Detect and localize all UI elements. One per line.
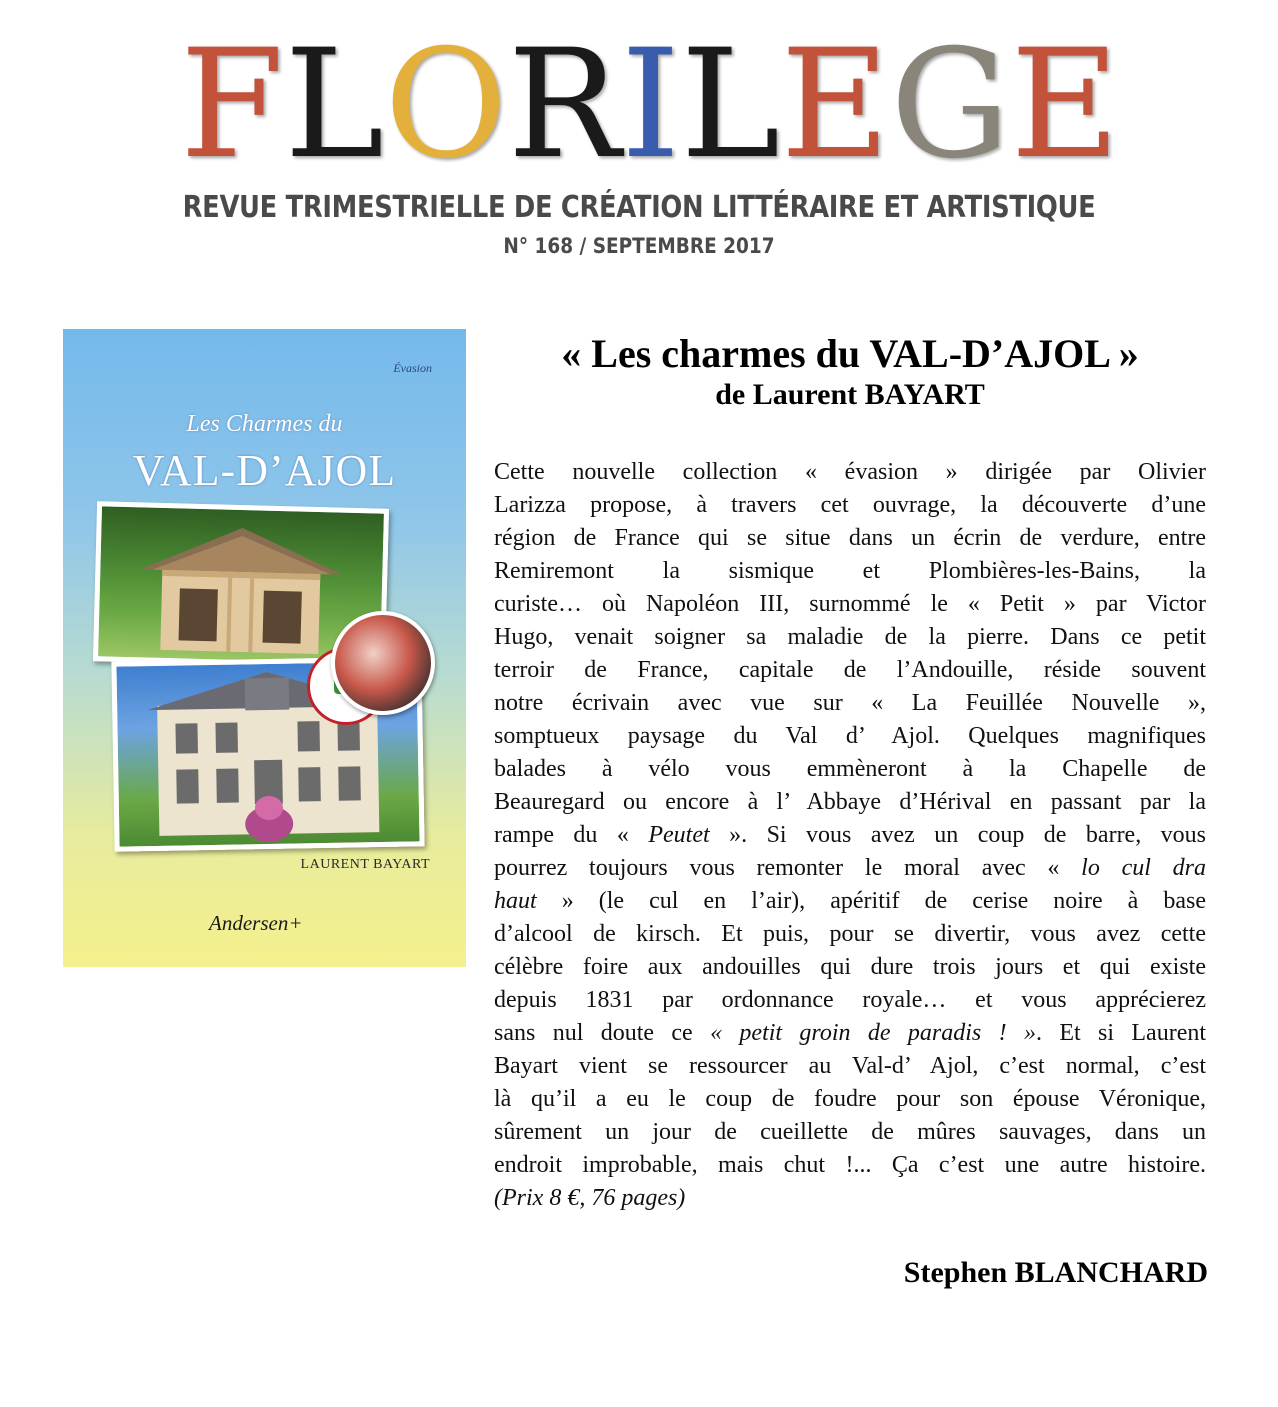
masthead [0,0,1278,290]
article-line: Bayart vient se ressourcer au Val-d’ Ajol, c’est normal, c’est [494,1053,1206,1079]
logo-letter: R [507,18,621,192]
article-line: Remiremont la sismique et Plombières-les-Bains, la [494,558,1206,584]
article-line: endroit improbable, mais chut !... Ça c’est une autre histoire. [494,1152,1206,1178]
florilege-logo [180,18,1120,192]
article-line: là qu’il a eu le coup de foudre pour son épouse Véronique, [494,1086,1206,1112]
article-line: sans nul doute ce « petit groin de paradis ! ». Et si Laurent [494,1020,1207,1046]
article-line: rampe du « Peutet ». Si vous avez un coup de barre, vous [494,822,1207,848]
article-line: Hugo, venait soigner sa maladie de la pierre. Dans ce petit [494,624,1206,650]
masthead-tagline: REVUE TRIMESTRIELLE DE CRÉATION LITTÉRAIRE ET ARTISTIQUE [182,190,1096,225]
article-line: région de France qui se situe dans un écrin de verdure, entre [494,525,1206,551]
cover-title: VAL-D’AJOL [132,446,397,495]
logo-letter: I [620,18,681,192]
article-signature: Stephen BLANCHARD [903,1256,1208,1289]
logo-letter: L [680,18,781,192]
article-line: depuis 1831 par ordonnance royale… et vous apprécierez [494,987,1206,1013]
book-cover [63,329,466,967]
issue-number: N° 168 / SEPTEMBRE 2017 [503,234,775,258]
article-line: notre écrivain avec vue sur « La Feuillée Nouvelle », [494,690,1206,716]
article-body [494,456,1206,1215]
festival-badge [331,611,435,715]
article-line: curiste… où Napoléon III, surnommé le « Petit » par Victor [494,591,1206,617]
cover-author: LAURENT BAYART [300,857,430,872]
article-line: balades à vélo vous emmèneront à la Chapelle de [494,756,1206,782]
article-line: somptueux paysage du Val d’ Ajol. Quelques magnifiques [494,723,1206,749]
logo-letter: L [284,18,385,192]
article-byline: de Laurent BAYART [715,378,985,411]
cover-collection: Évasion [393,361,432,375]
logo-letter: F [180,18,285,192]
article-line: Beauregard ou encore à l’ Abbaye d’Hérival en passant par la [494,789,1206,815]
logo-letter: G [890,18,1011,192]
article-line: pourrez toujours vous remonter le moral avec « lo cul dra [494,855,1206,881]
article-line: haut » (le cul en l’air), apéritif de cerise noire à base [494,888,1206,914]
article-line: Cette nouvelle collection « évasion » dirigée par Olivier [494,459,1206,485]
article-line: célèbre foire aux andouilles qui dure trois jours et qui existe [494,954,1206,980]
price-line: (Prix 8 €, 76 pages) [494,1185,686,1211]
cover-subtitle: Les Charmes du [186,411,343,437]
logo-letter: O [384,18,508,192]
logo-letter: E [780,18,890,192]
article-line: terroir de France, capitale de l’Andouille, réside souvent [494,657,1206,683]
article-title: « Les charmes du VAL-D’AJOL » [561,331,1139,376]
article-line: d’alcool de kirsch. Et puis, pour se divertir, vous avez cette [494,921,1206,947]
logo-letter: E [1010,18,1120,192]
article-line: sûrement un jour de cueillette de mûres sauvages, dans un [494,1119,1206,1145]
article-line: Larizza propose, à travers cet ouvrage, la découverte d’une [494,492,1206,518]
cover-publisher: Andersen+ [209,911,303,935]
